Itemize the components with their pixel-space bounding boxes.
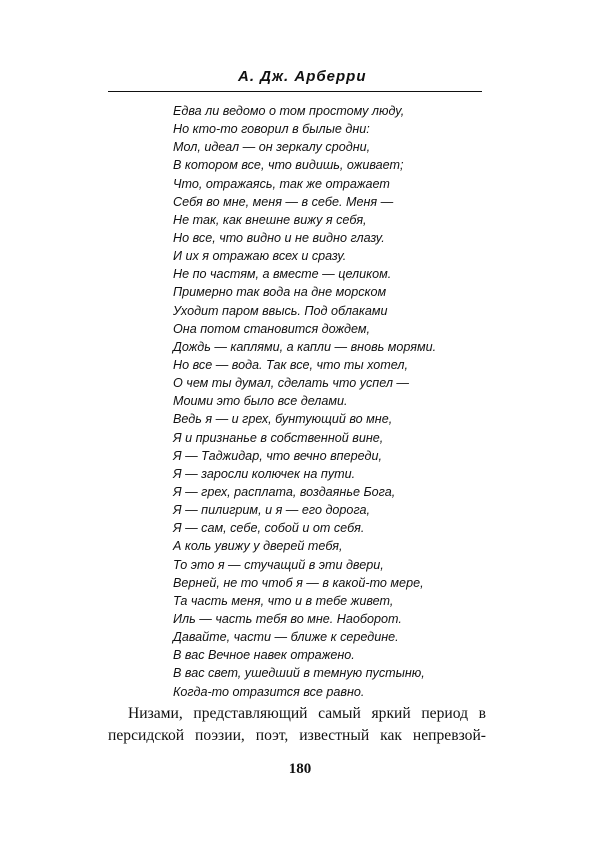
poem-line: Верней, не то чтоб я — в какой-то мере, xyxy=(173,575,424,590)
poem-line: Не по частям, а вместе — целиком. xyxy=(173,267,392,282)
poem-line: Та часть меня, что и в тебе живет, xyxy=(173,593,394,608)
poem-line: Иль — часть тебя во мне. Наоборот. xyxy=(173,611,402,626)
poem-line: Но все — вода. Так все, что ты хотел, xyxy=(173,357,408,372)
poem-line: Я — Таджидар, что вечно впереди, xyxy=(173,448,382,463)
poem-line: Мол, идеал — он зеркалу сродни, xyxy=(173,140,371,155)
running-header xyxy=(108,63,482,92)
prose-paragraph xyxy=(108,703,486,747)
poem-line: Едва ли ведомо о том простому люду, xyxy=(173,104,405,118)
poem-line: Давайте, части — ближе к середине. xyxy=(173,630,399,645)
poem-line: Я — заросли колючек на пути. xyxy=(173,466,356,481)
poem-line: Когда-то отразится все равно. xyxy=(173,684,365,699)
poem-line: В котором все, что видишь, оживает; xyxy=(173,158,404,173)
poem-line: Примерно так вода на дне морском xyxy=(173,285,387,300)
poem-line: Себя во мне, меня — в себе. Меня — xyxy=(173,194,394,209)
poem-line: То это я — стучащий в эти двери, xyxy=(173,557,384,572)
poem-line: А коль увижу у дверей тебя, xyxy=(173,539,343,554)
poem-line: Но кто-то говорил в былые дни: xyxy=(173,122,370,137)
prose-line: персидской поэзии, поэт, известный как непревзой- xyxy=(108,727,486,744)
poem-line: Моими это было все делами. xyxy=(173,394,348,409)
poem-line: Я — сам, себе, собой и от себя. xyxy=(173,521,365,536)
poem-line: Что, отражаясь, так же отражает xyxy=(173,176,390,191)
poem-line: О чем ты думал, сделать что успел — xyxy=(173,376,410,391)
poem-line: И их я отражаю всех и сразу. xyxy=(173,249,347,264)
poem-line: Я и признанье в собственной вине, xyxy=(173,430,384,445)
poem xyxy=(173,102,503,701)
page-number: 180 xyxy=(288,761,312,777)
poem-line: Я — пилигрим, и я — его дорога, xyxy=(173,503,371,518)
running-title: А. Дж. Арберри xyxy=(238,68,367,85)
poem-line: Я — грех, расплата, воздаянье Бога, xyxy=(173,484,396,499)
poem-line: Но все, что видно и не видно глазу. xyxy=(173,230,385,245)
prose-line: Низами, представляющий самый яркий период в xyxy=(128,705,486,722)
poem-line: В вас свет, ушедший в темную пустыню, xyxy=(173,666,425,681)
poem-line: Она потом становится дождем, xyxy=(173,321,370,336)
poem-line: В вас Вечное навек отражено. xyxy=(173,648,355,663)
poem-line: Не так, как внешне вижу я себя, xyxy=(173,212,367,227)
poem-line: Уходит паром ввысь. Под облаками xyxy=(173,303,388,318)
poem-line: Ведь я — и грех, бунтующий во мне, xyxy=(173,412,393,427)
poem-line: Дождь — каплями, а капли — вновь морями. xyxy=(173,339,437,354)
